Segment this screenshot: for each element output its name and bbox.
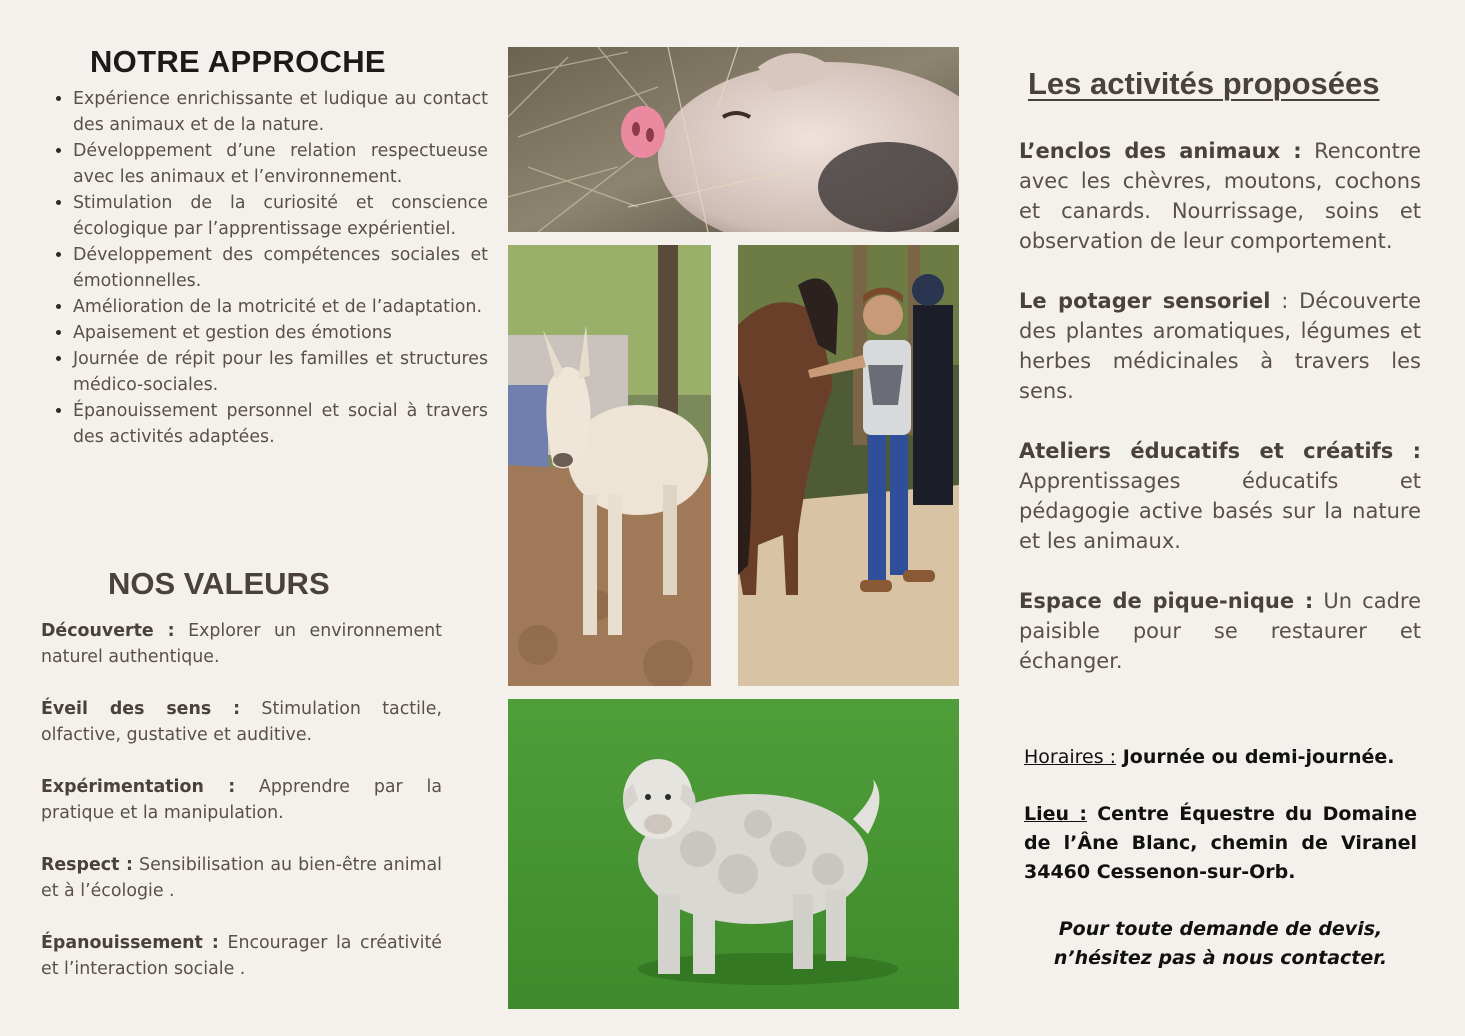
pig-photo xyxy=(508,47,959,232)
activities-title: Les activités proposées xyxy=(1028,66,1380,101)
activity-label: Ateliers éducatifs et créatifs : xyxy=(1019,439,1421,463)
activity-text: Apprentissages éducatifs et pédagogie active basés sur la nature et les animaux. xyxy=(1019,469,1421,553)
values-list xyxy=(41,618,442,1008)
value-item xyxy=(41,618,442,670)
values-title: NOS VALEURS xyxy=(108,566,330,601)
value-label: Découverte : xyxy=(41,621,175,641)
boy-brushing-horse-photo xyxy=(738,245,959,686)
activity-item xyxy=(1019,586,1421,676)
value-item xyxy=(41,774,442,826)
activity-label: L’enclos des animaux : xyxy=(1019,139,1302,163)
approach-item: • Expérience enrichissante et ludique au contact des animaux et de la nature. xyxy=(73,86,488,138)
white-donkey-photo xyxy=(508,245,711,686)
place-label: Lieu : xyxy=(1024,803,1087,825)
hours-info xyxy=(1024,743,1417,772)
approach-item: • Journée de répit pour les familles et structures médico-sociales. xyxy=(73,346,488,398)
value-label: Éveil des sens : xyxy=(41,699,241,719)
activity-text: : Découverte des plantes aromatiques, légumes et herbes médicinales à travers les sens. xyxy=(1019,289,1421,403)
approach-item: • Développement d’une relation respectueuse avec les animaux et l’environnement. xyxy=(73,138,488,190)
value-text: Apprendre par la pratique et la manipulation. xyxy=(41,777,442,823)
value-text: Sensibilisation au bien-être animal et à l’écologie . xyxy=(41,855,442,901)
approach-item: • Épanouissement personnel et social à travers des activités adaptées. xyxy=(73,398,488,450)
value-item xyxy=(41,852,442,904)
value-item xyxy=(41,696,442,748)
activity-item xyxy=(1019,286,1421,406)
activity-text: Rencontre avec les chèvres, moutons, cochons et canards. Nourrissage, soins et observation de leur comportement. xyxy=(1019,139,1421,253)
activity-label: Espace de pique-nique : xyxy=(1019,589,1314,613)
practical-info xyxy=(1024,743,1417,1001)
activity-item xyxy=(1019,136,1421,256)
activity-label: Le potager sensoriel xyxy=(1019,289,1271,313)
value-label: Expérimentation : xyxy=(41,777,236,797)
contact-message: Pour toute demande de devis, n’hésitez pas à nous contacter. xyxy=(1053,918,1388,969)
approach-item: • Stimulation de la curiosité et conscience écologique par l’apprentissage expérientiel. xyxy=(73,190,488,242)
value-item xyxy=(41,930,442,982)
approach-item: • Amélioration de la motricité et de l’adaptation. xyxy=(73,294,488,320)
hours-label: Horaires : xyxy=(1024,746,1117,768)
approach-title: NOTRE APPROCHE xyxy=(90,44,386,79)
approach-item: • Apaisement et gestion des émotions xyxy=(73,320,488,346)
value-label: Épanouissement : xyxy=(41,933,219,953)
place-text: Centre Équestre du Domaine de l’Âne Blanc, chemin de Viranel 34460 Cessenon-sur-Orb. xyxy=(1024,803,1417,883)
approach-list xyxy=(48,86,488,450)
hours-text: Journée ou demi-journée. xyxy=(1116,746,1395,768)
activities-list xyxy=(1019,136,1421,706)
approach-item: • Développement des compétences sociales et émotionnelles. xyxy=(73,242,488,294)
angora-goat-photo xyxy=(508,699,959,1009)
activity-item xyxy=(1019,436,1421,556)
value-text: Explorer un environnement naturel authentique. xyxy=(41,621,442,667)
value-text: Stimulation tactile, olfactive, gustative et auditive. xyxy=(41,699,442,745)
value-text: Encourager la créativité et l’interaction sociale . xyxy=(41,933,442,979)
activity-text: Un cadre paisible pour se restaurer et échanger. xyxy=(1019,589,1421,673)
value-label: Respect : xyxy=(41,855,133,875)
place-info xyxy=(1024,800,1417,887)
